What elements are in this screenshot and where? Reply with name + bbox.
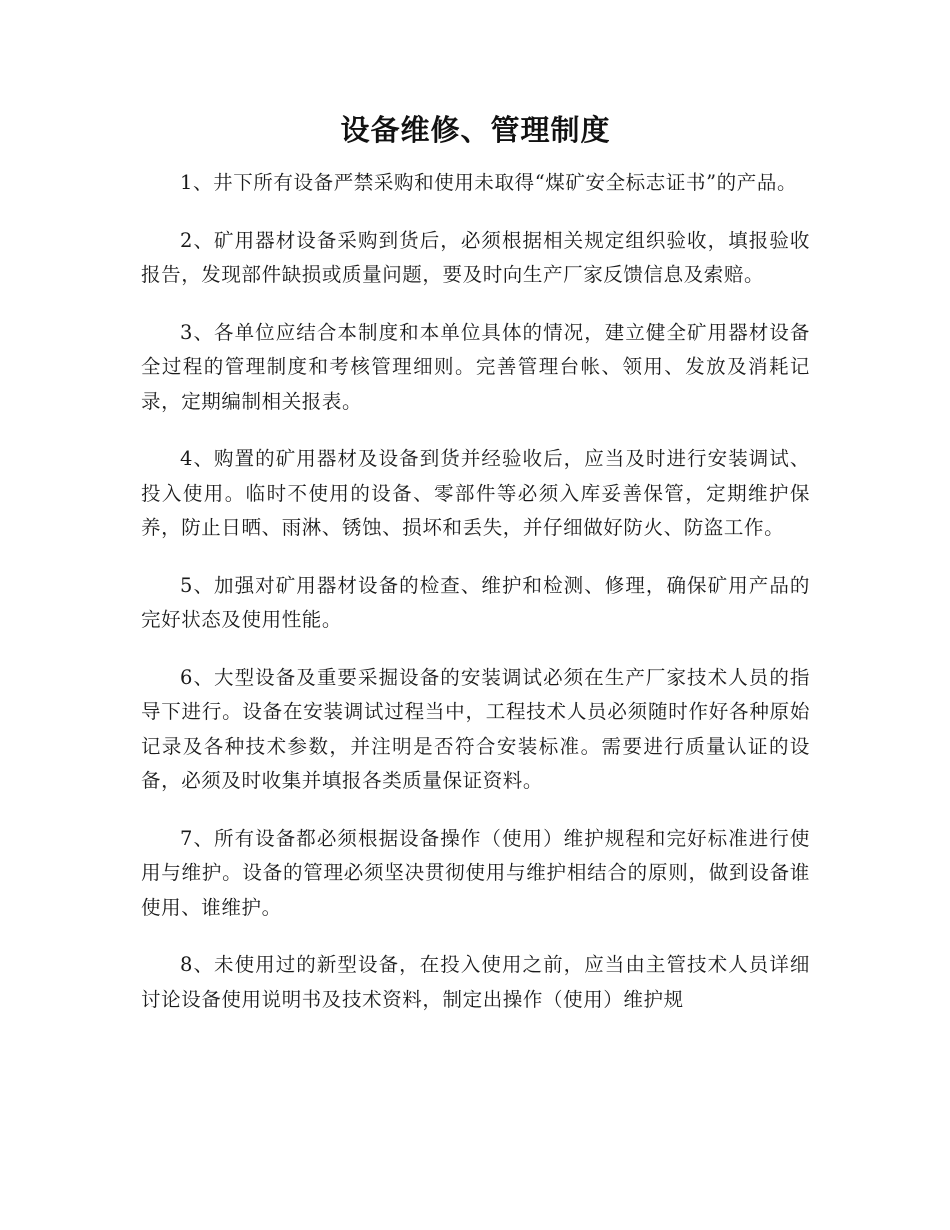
paragraph-7: 7、所有设备都必须根据设备操作（使用）维护规程和完好标准进行使用与维护。设备的管理必须坚决贯彻使用与维护相结合的原则，做到设备谁使用、谁维护。 — [141, 826, 810, 919]
document-title: 设备维修、管理制度 — [340, 113, 611, 147]
paragraph-4: 4、购置的矿用器材及设备到货并经验收后，应当及时进行安装调试、投入使用。临时不使用的设备、零部件等必须入库妥善保管，定期维护保养，防止日晒、雨淋、锈蚀、损坏和丢失，并仔细做好防火、防盗工作。 — [141, 447, 810, 539]
paragraph-6: 6、大型设备及重要采掘设备的安装调试必须在生产厂家技术人员的指导下进行。设备在安装调试过程当中，工程技术人员必须随时作好各种原始记录及各种技术参数，并注明是否符合安装标准。需要进行质量认证的设备，必须及时收集并填报各类质量保证资料。 — [141, 665, 810, 792]
paragraph-2: 2、矿用器材设备采购到货后，必须根据相关规定组织验收，填报验收报告，发现部件缺损或质量问题，要及时向生产厂家反馈信息及索赔。 — [141, 228, 810, 286]
paragraph-3: 3、各单位应结合本制度和本单位具体的情况，建立健全矿用器材设备全过程的管理制度和考核管理细则。完善管理台帐、领用、发放及消耗记录，定期编制相关报表。 — [141, 320, 810, 413]
paragraph-1: 1、井下所有设备严禁采购和使用未取得“煤矿安全标志证书”的产品。 — [180, 171, 798, 194]
paragraph-8: 8、未使用过的新型设备，在投入使用之前，应当由主管技术人员详细讨论设备使用说明书及技术资料，制定出操作（使用）维护规 — [141, 953, 810, 1011]
paragraph-5: 5、加强对矿用器材设备的检查、维护和检测、修理，确保矿用产品的完好状态及使用性能。 — [141, 573, 810, 631]
